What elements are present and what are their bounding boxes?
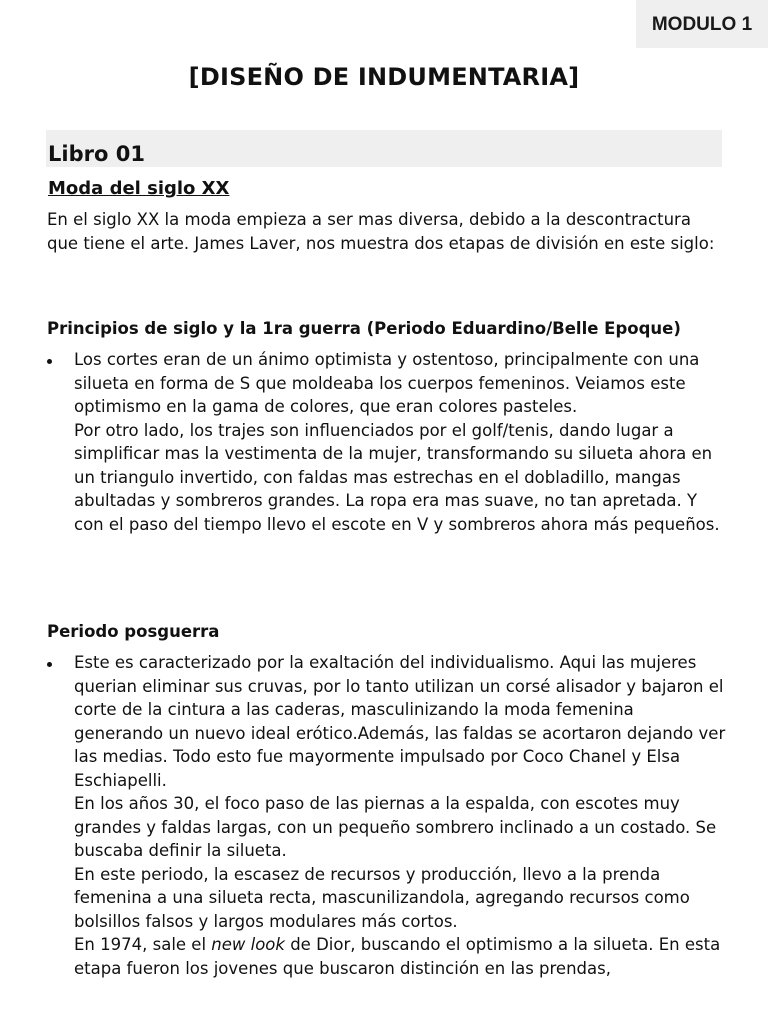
section-heading: Moda del siglo XX — [48, 178, 230, 199]
bullet-icon — [47, 359, 52, 364]
module-tag: MODULO 1 — [636, 0, 768, 48]
bullet-icon — [47, 662, 52, 667]
period2-heading: Periodo posguerra — [47, 622, 220, 641]
period1-bullet — [47, 348, 727, 536]
book-heading-band — [46, 130, 722, 167]
period2-paragraph: En los años 30, el foco paso de las piernas a la espalda, con escotes muy grandes y faldas largas, con un pequeño sombrero inclinado a un costado. Se buscaba definir la silueta. — [74, 794, 717, 860]
document-title: [DISEÑO DE INDUMENTARIA] — [188, 63, 580, 91]
period2-paragraph: En este periodo, la escasez de recursos y producción, llevo a la prenda femenina a una silueta recta, mascunilizandola, agregando recursos como bolsillos falsos y largos modulares más cortos. — [74, 864, 690, 931]
period2-bullet-content — [74, 651, 727, 980]
period2-bullet — [47, 651, 727, 980]
last-paragraph-start: En 1974, sale el — [74, 935, 212, 954]
period2-paragraph: Este es caracterizado por la exaltación del individualismo. Aqui las mujeres querian eliminar sus cruvas, por lo tanto utilizan un corsé alisador y bajaron el corte de la cintura a las caderas, masculinizando la moda femenina generando un nuevo ideal erótico.Además, las faldas se acortaron dejando ver las medias. Todo esto fue mayormente impulsado por Coco Chanel y Elsa Eschiapelli. — [74, 653, 726, 790]
period2-last-paragraph — [74, 933, 727, 980]
intro-paragraph: En el siglo XX la moda empieza a ser mas diversa, debido a la descontractura que tiene el arte. James Laver, nos muestra dos etapas de división en este siglo: — [47, 210, 715, 253]
last-paragraph-end: de Dior, buscando el optimismo a la silueta. En esta etapa fueron los jovenes que buscaron distinción en las prendas, — [74, 935, 721, 978]
book-heading: Libro 01 — [48, 142, 145, 166]
period1-bullet-content — [74, 348, 727, 536]
period1-heading: Principios de siglo y la 1ra guerra (Periodo Eduardino/Belle Epoque) — [47, 319, 681, 338]
period1-paragraph: Por otro lado, los trajes son influenciados por el golf/tenis, dando lugar a simplificar mas la vestimenta de la mujer, transformando su silueta ahora en un triangulo invertido, con faldas mas estrechas en el dobladillo, mangas abultadas y sombreros grandes. La ropa era mas suave, no tan apretada. Y con el paso del tiempo llevo el escote en V y sombreros ahora más pequeños. — [74, 420, 720, 534]
new-look-term: new look — [211, 935, 285, 954]
period1-paragraph: Los cortes eran de un ánimo optimista y ostentoso, principalmente con una silueta en forma de S que moldeaba los cuerpos femeninos. Veiamos este optimismo en la gama de colores, que eran colores pasteles. — [74, 350, 700, 416]
